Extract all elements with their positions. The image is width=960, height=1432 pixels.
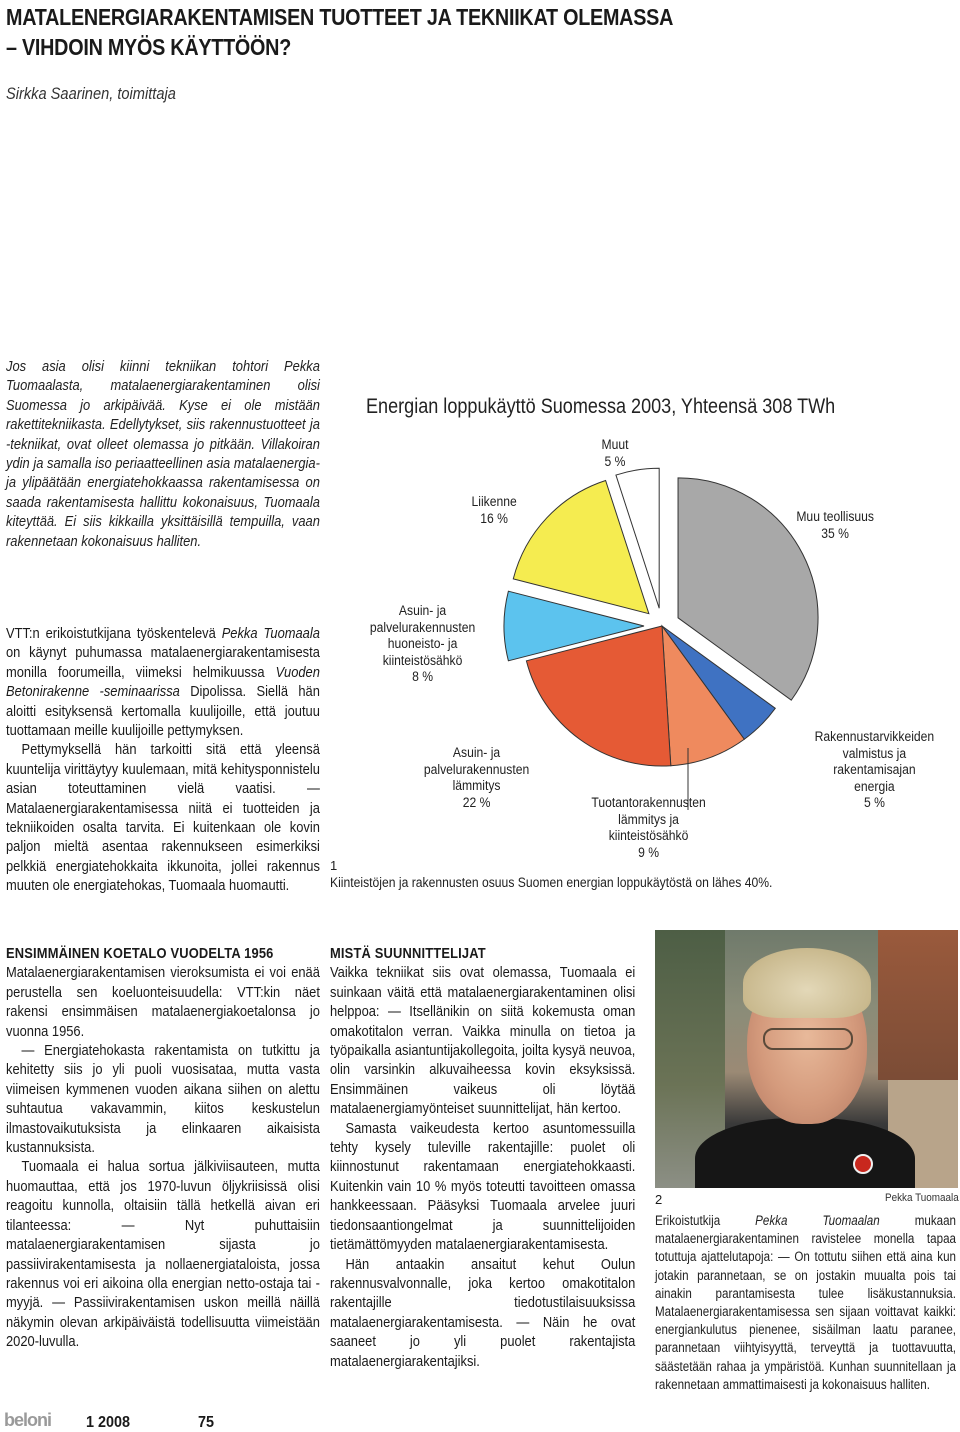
slice-label: Muu teollisuus 35 %	[796, 509, 874, 541]
chart-title: Energian loppukäyttö Suomessa 2003, Yhteensä 308 TWh	[366, 395, 836, 418]
betoni-logo	[4, 1410, 72, 1430]
svg-text:beloni: beloni	[4, 1410, 51, 1430]
issue-number: 1 2008	[86, 1414, 131, 1431]
section-heading: ENSIMMÄINEN KOETALO VUODELTA 1956	[6, 945, 274, 962]
lead-text: Jos asia olisi kiinni tekniikan tohtori Pekka Tuomaalasta, matalaenergiarakentaminen olisi Suomessa jo arkipäivää. Kyse ei ole mistään rakettitekniikasta. Edellytykset, siis rakennustuotteet ja -tekniikat, ovat olleet olemassa jo pitkään. Villakoiran ydin ja samalla iso periaatteellinen asia matalaenergia- ja ylipäätään energiatehokkaassa rakentamisessa on saada rakentamisesta hallittu kokonaisuus, Tuomaala kiteyttää. Ei siis kikkailla yksittäisillä tempuilla, vaan rakennetaan kokonaisuus halliten.	[6, 358, 320, 550]
section-paragraph: Matalaenergiarakentamisen vieroksumista ei voi enää perustella sen koeluonteisuudella: VTT:kin näet rakensi ensimmäisen matalaenergiakoetalonsa jo vuonna 1956.	[6, 964, 320, 1040]
person-name: Pekka Tuomaala	[221, 625, 320, 642]
slice-value-label: 35 %	[821, 525, 849, 541]
slice-value-label: 22 %	[462, 794, 490, 810]
section-paragraph: Samasta vaikeudesta kertoo asuntomessuilla tehty kysely tuleville rakentajille: puolet oli kiinnostunut rakentamaan energiatehokkaasti. Kuitenkin vain 10 % myös toteutti tavoitteen omassa hankkeessaan. Pääsyksi Tuomaala arvelee juuri tiedonsaantiongelmat ja suunnittelijoiden tietämättömyyden matalaenergiarakentamisesta.	[330, 1119, 636, 1254]
slice-label: Liikenne 16 %	[471, 494, 517, 526]
page-number: 75	[198, 1414, 215, 1431]
slice-label: Asuin- ja palvelurakennusten lämmitys 22 %	[423, 745, 529, 810]
section-heading: MISTÄ SUUNNITTELIJAT	[330, 945, 486, 962]
section-paragraph: Tuomaala ei halua sortua jälkiviisauteen, mutta huomauttaa, että jos 1970-luvun öljykriisissä olisi reagoitu kunnolla, oltaisiin tällä hetkellä aivan eri tilanteessa: — Nyt puhuttaisiin matalaenergiarakentamisen sijasta jo passiivirakentamisesta ja nollaenergiataloista, jossa rakennus voi eri aikoina olla energian netto-ostaja tai -myyjä. — Passiivirakentamisen uskon meillä näillä näkymin olevan arkipäiväistä todellisuutta viimeistään 2020-luvulla.	[6, 1158, 320, 1351]
section-first-test-house	[6, 944, 320, 1352]
person-name: Pekka Tuomaalan	[755, 1213, 880, 1228]
section-paragraph: Hän antaakin ansaitut kehut Oulun rakennusvalvonnalle, joka kertoo omakotitalon rakentajille tiedotustilaisuuksissa matalaenergiarakentamisesta. — Näin he ovat saaneet jo yli puolet rakentajista matalaenergiarakentajiksi.	[330, 1255, 636, 1370]
slice-value-label: 16 %	[480, 510, 508, 526]
body-paragraph-2: Pettymyksellä hän tarkoitti sitä että yleensä kuuntelija virittäytyy kuulemaan, mitä kehitysponnistelu asian toteuttaminen vielä vaatisi. — Matalaenergiarakentamisessa niitä ei tuotteiden ja tekniikoiden osalta tarvita. Ei kuitenkaan ole kovin paljon mieltä asentaa rakennukseen esimerkiksi pelkkiä energiatehokkaita ikkunoita, jollei rakennus muuten ole energiatehokas, Tuomaala huomautti.	[6, 741, 320, 895]
headline-line-2: – VIHDOIN MYÖS KÄYTTÖÖN?	[6, 34, 292, 60]
slice-value-label: 5 %	[863, 795, 885, 810]
section-paragraph: Vaikka tekniikat siis ovat olemassa, Tuomaala ei suinkaan väitä että matalaenergiarakentaminen olisi helppoa: — Itsellänikin on siitä kokemusta oman omakotitalon verran. Vaikka minulla on tietoa ja työpaikalla asiantuntijakollegoita, joilta kysyä neuvoa, olin varsinkin alkuvaiheessa kovin eksyksissä. Ensimmäinen vaikeus oli löytää matalaenergiamyönteiset suunnittelijat, hän kertoo.	[330, 964, 636, 1118]
headline-line-1: MATALENERGIARAKENTAMISEN TUOTTEET JA TEKNIIKAT OLEMASSA	[6, 4, 674, 30]
figure-number: 1	[330, 858, 338, 873]
figure-caption: Kiinteistöjen ja rakennusten osuus Suomen energian loppukäytöstä on lähes 40%.	[330, 875, 773, 890]
photo-credit: Pekka Tuomaala	[885, 1192, 959, 1204]
slice-value-label: 5 %	[604, 453, 626, 469]
slice-label: Muut 5 %	[601, 437, 629, 469]
slice-label: Tuotantorakennusten lämmitys ja kiinteistösähkö 9 %	[590, 795, 706, 860]
figure-number: 2	[655, 1192, 663, 1207]
byline: Sirkka Saarinen, toimittaja	[6, 84, 176, 103]
event-name: Vuoden Betonirakenne -seminaarissa	[6, 663, 320, 701]
slice-label: Asuin- ja palvelurakennusten huoneisto- ja kiinteistösähkö 8 %	[369, 603, 475, 684]
slice-value-label: 8 %	[411, 669, 433, 684]
slice-label: Rakennustarvikkeiden valmistus ja rakentamisajan energia 5 %	[814, 729, 934, 810]
section-paragraph: — Energiatehokasta rakentamista on tutkittu ja kehitetty siis jo yli puoli vuosisataa, mutta vasta viimeisen kymmenen vuoden aikana siihen on alettu suhtautua vakavammin, kiitos keskustelun ilmastovaikutuksista ja elinkaaren aikaisista kustannuksista.	[6, 1042, 320, 1157]
body-paragraph-1: VTT:n erikoistutkijana työskentelevä Pekka Tuomaala on käynyt puhumassa matalaenergiarakentamisesta monilla foorumeilla, viimeksi helmikuussa Vuoden Betonirakenne -seminaarissa Dipolissa. Siellä hän aloitti esityksensä kertomalla kuulijoille, että joutuu tuottamaan meille kuulijoille pettymyksen.	[6, 625, 320, 740]
portrait-photo	[655, 930, 958, 1188]
photo-caption: Erikoistutkija Pekka Tuomaalan mukaan matalaenergiarakentaminen ravistelee monella tapaa totuttuja ajattelutapoja: — On tottutu siihen että aina kun jotakin parannetaan, se on jostakin muualta pois tai ainakin parantamisesta tulee lisäkustannuksia. Matalaenergiarakentamisessa sen sijaan voittavat kaikki: energiankulutus pienenee, sisäilman laatu paranee, parannetaan viihtyisyyttä, terveyttä ja tuottavuutta, säästetään rahaa ja ympäristöä. Kunhan suunnitellaan ja rakennetaan ammattimaisesti ja kokonaisuus halliten.	[655, 1213, 957, 1392]
slice-value-label: 9 %	[637, 844, 659, 860]
section-where-designers	[330, 944, 635, 1371]
